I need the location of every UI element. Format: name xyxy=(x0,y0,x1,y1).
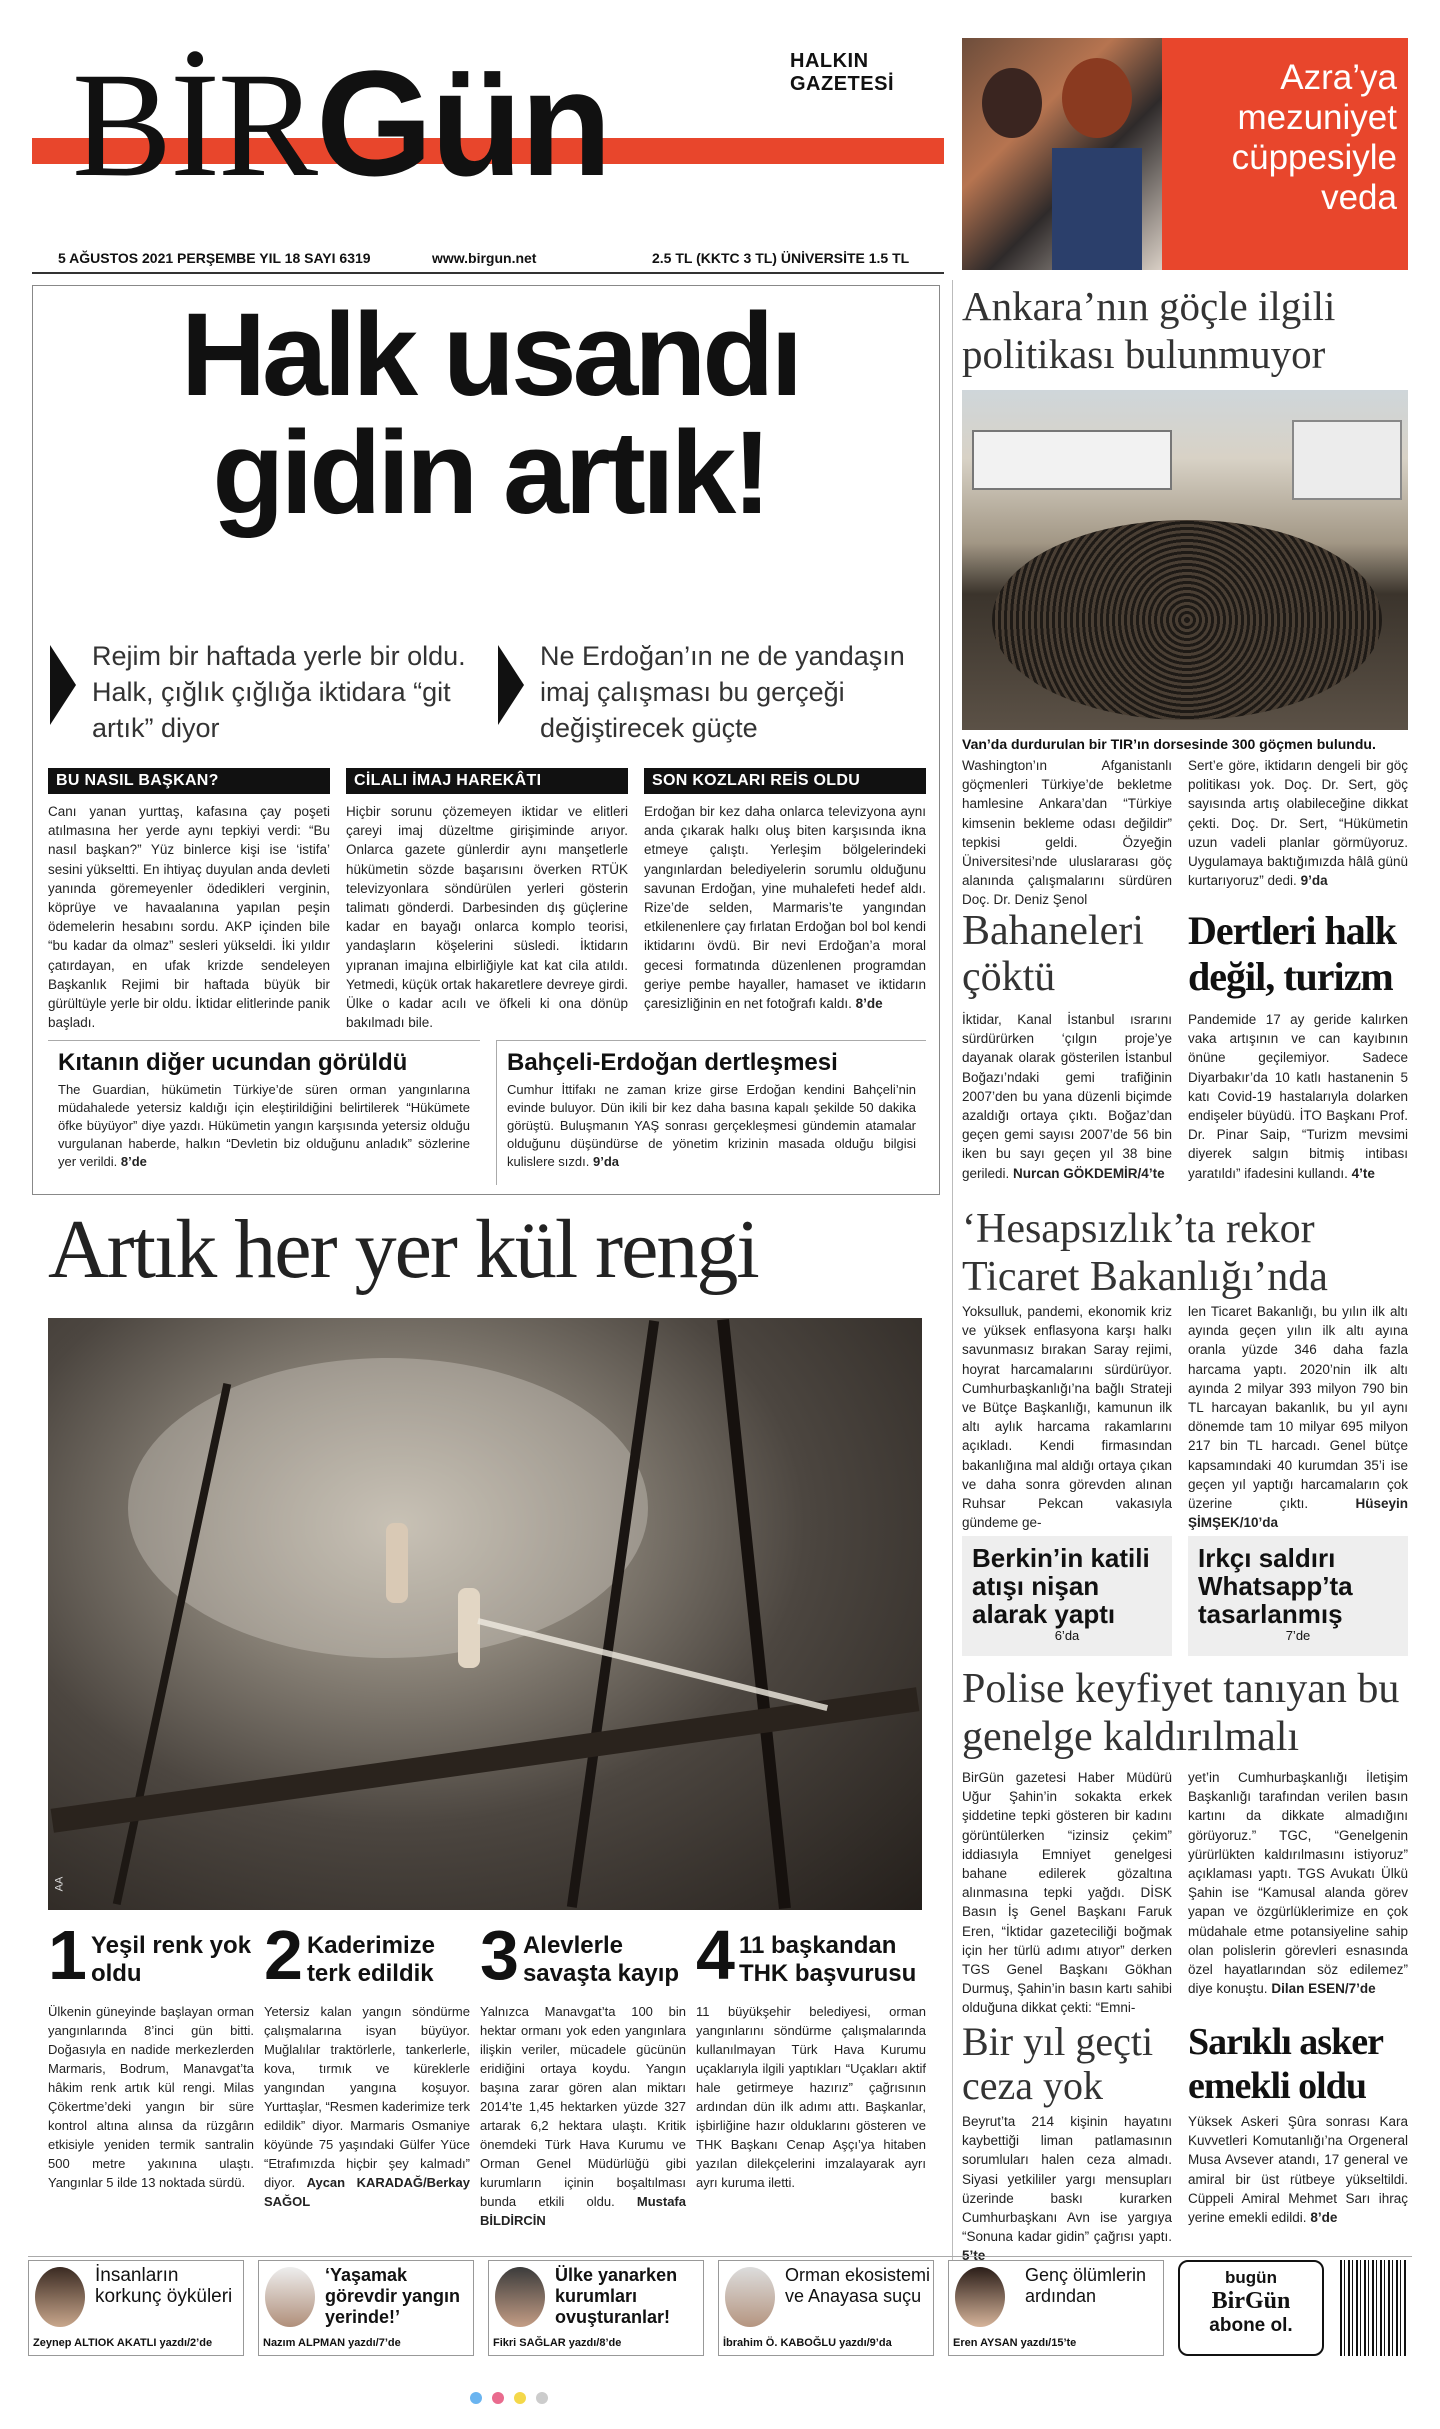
small-story-2[interactable] xyxy=(1188,1536,1408,1656)
biryil-ref: 5’te xyxy=(962,2248,986,2264)
deck-right: Ne Erdoğan’ın ne de yandaşın imaj çalışması bu gerçeği değiştirecek güçte xyxy=(540,641,905,743)
numbered-story-3-author: Mustafa BİLDİRCİN xyxy=(480,2194,686,2228)
masthead-rule xyxy=(32,272,944,274)
dert-ref: 4’te xyxy=(1351,1165,1375,1181)
subscribe-line-3: abone ol. xyxy=(1209,2315,1293,2336)
small-story-1[interactable] xyxy=(962,1536,1172,1656)
box-right-title: Bahçeli-Erdoğan dertleşmesi xyxy=(507,1049,838,1076)
column-3-body xyxy=(644,802,926,1013)
box-left[interactable] xyxy=(48,1040,480,1185)
police-col-1: BirGün gazetesi Haber Müdürü Uğur Şahin’in sokakta erkek şiddetine tepki gösteren bir kadını görüntülerken “izinsiz çekim” iddiasıyla Emniyet genelgesi bahane edilerek gözaltına alınmasına tepki yağdı. DİSK Basın İş Genel Başkanı Faruk Eren, “İktidar gazeteciliği boğmak için her türlü adımı atıyor” derken TGS Genel Başkanı Gökhan Durmuş, Şahin’in basın kartı sahibi olduğuna dikkat çekti: “Emni- xyxy=(962,1770,1172,2016)
numbered-story-3-text: Yalnızca Manavgat’ta 100 bin hektar ormanı yok eden yangınlara ilişkin veriler, mücadele gücünün eridiğini ortaya koydu. Yangın başına zarar gören alan miktarı 2014’te 1,45 hektarken yüzde 327 artarak 6,2 hektara ulaştı. Kritik önemdeki Türk Hava Kurumu ve Orman Genel Müdürlüğü gibi kurumların içinin boşaltılması bunda etkili oldu. xyxy=(480,2004,686,2209)
bahane-body xyxy=(962,1010,1172,1183)
date-line: 5 AĞUSTOS 2021 PERŞEMBE YIL 18 SAYI 6319 xyxy=(58,250,371,266)
numbered-story-1[interactable] xyxy=(48,1916,254,2192)
numbered-story-2-text: Yetersiz kalan yangın söndürme çalışmalarına isyan büyüyor. Muğlalılar traktörlerle, tankerlerle, kova, tırmık ve küreklerle yangından yangına koşuyor. Yurttaşlar, “Resmen kaderimize terk edildik” diyor. Marmaris Osmaniye köyünde 75 yaşındaki Gülfer Yüce “Etrafımızda hiçbir şey kalmadı” diyor. xyxy=(264,2004,470,2190)
fire-photo xyxy=(48,1318,922,1910)
deck-arrow-right xyxy=(498,645,524,725)
numbered-story-4-number: 4 xyxy=(696,1916,735,1994)
numbered-story-2-number: 2 xyxy=(264,1916,303,1994)
teaser-5-avatar xyxy=(955,2267,1005,2327)
promo-photo-gown xyxy=(1052,148,1142,270)
migration-title[interactable]: Ankara’nın göçle ilgili politikası bulunmuyor xyxy=(962,283,1336,377)
logo-gun: Gün xyxy=(316,39,610,207)
teaser-1-author: Zeynep ALTIOK AKATLI yazdı/2’de xyxy=(33,2337,213,2349)
box-right[interactable] xyxy=(496,1040,926,1185)
price-line: 2.5 TL (KKTC 3 TL) ÜNİVERSİTE 1.5 TL xyxy=(652,250,910,266)
numbered-story-3-body xyxy=(480,2002,686,2230)
subscribe-line-1: bugün xyxy=(1225,2268,1277,2287)
hesap-col-2 xyxy=(1188,1302,1408,1532)
fire-photo-trunk xyxy=(51,1687,920,1832)
website-link[interactable]: www.birgun.net xyxy=(432,250,537,266)
fire-photo-firefighter-2 xyxy=(458,1588,480,1668)
registration-dot-black xyxy=(536,2392,548,2404)
teaser-4[interactable] xyxy=(718,2260,934,2356)
fire-photo-tree-2 xyxy=(717,1319,791,1909)
teaser-1[interactable] xyxy=(28,2260,244,2356)
column-3-ref[interactable]: 8’de xyxy=(855,996,883,1012)
teaser-1-avatar xyxy=(35,2267,85,2327)
teaser-2-avatar xyxy=(265,2267,315,2327)
fire-photo-firefighter-1 xyxy=(386,1523,408,1603)
masthead-logo xyxy=(72,39,610,208)
registration-dot-yellow xyxy=(514,2392,526,2404)
teaser-4-title: Orman ekosistemi ve Anayasa suçu xyxy=(785,2265,931,2306)
promo-photo xyxy=(962,38,1162,270)
fire-photo-water-jet xyxy=(477,1618,828,1711)
teaser-4-author: İbrahim Ö. KABOĞLU yazdı/9’da xyxy=(723,2337,892,2349)
box-left-ref: 8’de xyxy=(120,1154,147,1169)
bahane-title[interactable]: Bahaneleri çöktü xyxy=(962,908,1144,1000)
column-1-body: Canı yanan yurttaş, kafasına çay poşeti atılmasına her yerde aynı tepkiyi verdi: “Bu nasıl başkan?” Yüz binlerce kişi ise ‘istifa’ sesini yükseltti. En ihtiyaç duyulan anda devleti yanında göremeyenler ödedikleri verginin, köprüye ve havaalanına yapılan peşin ödemelerin hesabını sordu. AKP içinden bile “bu kadar da olmaz” sesleri yükseldi. İki yıldır çatırdayan, en ufak krizde sendeleyen Başkanlık Rejimi bir haftada büyük bir gürültüyle yerle bir oldu. İktidar elitlerinde panik başladı. xyxy=(48,804,330,1031)
masthead-tagline: HALKIN GAZETESİ xyxy=(790,50,895,95)
numbered-story-2-author: Aycan KARADAĞ/Berkay SAĞOL xyxy=(264,2175,470,2209)
numbered-story-2[interactable] xyxy=(264,1916,470,2211)
promo-photo-figure-2 xyxy=(1062,58,1132,138)
numbered-story-1-body: Ülkenin güneyinde başlayan orman yangınlarında 8’inci gün bitti. Doğasıyla en nadide merkezlerden Marmaris, Bodrum, Manavgat’ta hâkim renk artık kül rengi. Milas Çökertme’deki yangın bir süre kontrol altına alınsa da rüzgârın etkisiyle yeniden termik santralin 500 metre yakınına ulaştı. Yangınlar 5 ilde 13 noktada sürdü. xyxy=(48,2004,254,2190)
column-2 xyxy=(346,768,628,1032)
box-left-body xyxy=(58,1081,470,1171)
police-col-2 xyxy=(1188,1768,1408,1998)
migration-photo-crowd xyxy=(992,520,1382,720)
numbered-story-3-number: 3 xyxy=(480,1916,519,1994)
photo-credit: AA xyxy=(53,1876,66,1892)
migration-col-2 xyxy=(1188,756,1408,890)
teaser-3-avatar xyxy=(495,2267,545,2327)
teaser-5-author: Eren AYSAN yazdı/15’te xyxy=(953,2337,1077,2349)
dert-title[interactable]: Dertleri halk değil, turizm xyxy=(1188,908,1397,999)
migration-photo-building xyxy=(1292,420,1402,500)
numbered-story-4-title: 11 başkandan THK başvurusu xyxy=(738,1932,917,1987)
sarikli-text: Yüksek Askeri Şûra sonrası Kara Kuvvetleri Komutanlığı’na Orgeneral Musa Avsever atandı, 17 general ve amiral bir üst rütbeye yükseltildi. Cüppeli Amiral Mehmet Sarı ihraç yerine emekli edildi. xyxy=(1188,2114,1408,2226)
numbered-story-3-title: Alevlerle savaşta kayıp xyxy=(522,1932,680,1987)
box-left-title: Kıtanın diğer ucundan görüldü xyxy=(58,1049,408,1076)
column-1-heading: BU NASIL BAŞKAN? xyxy=(48,768,330,794)
teaser-5-title: Genç ölümlerin ardından xyxy=(1025,2265,1147,2306)
barcode xyxy=(1340,2260,1408,2356)
registration-dot-cyan xyxy=(470,2392,482,2404)
main-headline: Halk usandı gidin artık! xyxy=(180,289,800,539)
teaser-2-title: ‘Yaşamak görevdir yangın yerinde!’ xyxy=(325,2265,461,2327)
police-author: Dilan ESEN/7’de xyxy=(1271,1981,1376,1997)
migration-caption: Van’da durdurulan bir TIR’ın dorsesinde 300 göçmen bulundu. xyxy=(962,736,1376,752)
logo-bir: BİR xyxy=(72,42,317,208)
biryil-title[interactable]: Bir yıl geçti ceza yok xyxy=(962,2019,1154,2108)
sarikli-body xyxy=(1188,2112,1408,2227)
migration-photo-truck xyxy=(972,430,1172,490)
column-1 xyxy=(48,768,330,1032)
teaser-4-avatar xyxy=(725,2267,775,2327)
dert-body xyxy=(1188,1010,1408,1183)
biryil-body xyxy=(962,2112,1172,2266)
fire-photo-smoke xyxy=(128,1358,648,1658)
column-3-text: Erdoğan bir kez daha onlarca televizyona aynı anda çıkarak halkı oluş biten karşısında ikna etmeye çalıştı. Yerleşim bölgelerindeki yangınlardan belediyelerin sorumlu olduğunu savunan Erdoğan, yine muhalefeti hedef aldı. Rize’de selden, Marmaris’te yangından etkilenenlere çay fırlatan Erdoğan bol bol kendi iktidarını övdü. Bir nevi Erdoğan’a moral gecesi formatında düzenlenen programdan geriye pembe hayaller, hamaset ve iktidarın çaresizliğinin en net fotoğrafı kaldı. xyxy=(644,804,926,1012)
numbered-story-4[interactable] xyxy=(696,1916,926,2192)
migration-col-1: Washington’ın Afganistanlı göçmenleri Türkiye’de bekletme hamlesine Ankara’dan “Türkiye kimsenin bekleme odası değildir” tepkisi geldi. Özyeğin Üniversitesi’nde uluslararası göç alanında çalışmalarını sürdüren Doç. Dr. Deniz Şenol xyxy=(962,758,1172,908)
numbered-story-2-body xyxy=(264,2002,470,2211)
sarikli-ref: 8’de xyxy=(1310,2210,1338,2226)
teaser-2-author: Nazım ALPMAN yazdı/7’de xyxy=(263,2337,401,2349)
migration-col-2-text: Sert’e göre, iktidarın dengeli bir göç politikası yok. Doç. Dr. Sert, göç sayısında artış olabileceğine dikkat çekti. Doç. Dr. Sert, “Hükümetin uzun vadeli planlar görmüyoruz. Uygulamaya baktığımızda hâlâ günü kurtarıyoruz” dedi. xyxy=(1188,758,1408,889)
hesap-author: Hüseyin ŞİMŞEK/10’da xyxy=(1188,1496,1408,1531)
numbered-story-4-body: 11 büyükşehir belediyesi, orman yangınlarını söndürme çalışmalarında kullanılmayan Türk Hava Kurumu uçaklarıyla ilgili yaptıkları “Uçakları aktif hale getirmeye hazırız” çağrısının ardından dün ilk adımı attı. Başkanlar, işbirliğine hazır olduklarını gösteren ve THK Başkanı Cenap Aşçı’ya hitaben yazılan dilekçelerini imzalayarak ayrı ayrı kuruma iletti. xyxy=(696,2004,926,2190)
bahane-author: Nurcan GÖKDEMİR/4’te xyxy=(1013,1165,1165,1181)
numbered-story-1-title: Yeşil renk yok oldu xyxy=(90,1932,252,1987)
small-story-2-title: Irkçı saldırı Whatsapp’ta tasarlanmış xyxy=(1198,1543,1353,1629)
box-right-ref: 9’da xyxy=(593,1154,620,1169)
teaser-5[interactable] xyxy=(948,2260,1164,2356)
hesap-title[interactable]: ‘Hesapsızlık’ta rekor Ticaret Bakanlığı’nda xyxy=(962,1206,1328,1300)
teaser-3[interactable] xyxy=(488,2260,704,2356)
subscribe-logo: BirGün xyxy=(1211,2288,1291,2314)
masthead xyxy=(32,28,946,278)
box-left-text: The Guardian, hükümetin Türkiye’de süren orman yangınlarına müdahalede yetersiz kaldığı için eleştirildiğini belirtilerek “Hükümete öfke büyüyor” diye yazdı. Hükümetin yangın karşısında yetersiz olduğu vurgulanan haberde, halkın “Devletin biz olduğunu anladık” sözlerine yer verildi. xyxy=(58,1082,470,1169)
migration-photo xyxy=(962,390,1408,730)
teaser-1-title: İnsanların korkunç öyküleri xyxy=(95,2265,233,2307)
deck-arrow-left xyxy=(50,645,76,725)
teaser-3-author: Fikri SAĞLAR yazdı/8’de xyxy=(493,2337,622,2349)
numbered-story-3[interactable] xyxy=(480,1916,686,2230)
small-story-1-ref: 6’da xyxy=(1054,1628,1080,1643)
police-title[interactable]: Polise keyfiyet tanıyan bu genelge kaldırılmalı xyxy=(962,1666,1400,1760)
promo-photo-figure-1 xyxy=(982,68,1042,138)
top-promo[interactable] xyxy=(962,38,1408,270)
box-right-text: Cumhur İttifakı ne zaman krize girse Erdoğan kendini Bahçeli’nin evinde buluyor. Dün ikili bir kez daha basına kapalı şekilde 50 dakika görüştü. Buluşmanın YAŞ sonrası gerçekleşmesi gündemin atamalar olduğunu düşündürse de yönetim krizinin masada olduğu bilgisi kulislere sızdı. xyxy=(507,1082,916,1169)
migration-ref: 9’da xyxy=(1300,873,1328,889)
biryil-text: Beyrut’ta 214 kişinin hayatını kaybettiği liman patlamasının sorumluları halen ceza almadı. Siyasi yetkililer yargı mensupları üzerinde baskı kurarken Cumhurbaşkanı Avn ise yargıya “Sonuna kadar gidin” çağrısı yaptı. xyxy=(962,2114,1172,2245)
small-story-1-title: Berkin’in katili atışı nişan alarak yaptı xyxy=(972,1543,1150,1629)
teaser-3-title: Ülke yanarken kurumları ovuşturanlar! xyxy=(555,2265,678,2327)
column-3-heading: SON KOZLARI REİS OLDU xyxy=(644,768,926,794)
sarikli-title[interactable]: Sarıklı asker emekli oldu xyxy=(1188,2021,1383,2107)
hesap-col-1: Yoksulluk, pandemi, ekonomik kriz ve yüksek enflasyona karşı halkı savunmasız bırakan Saray rejimi, hoyrat harcamalarını sürdürüyor. Cumhurbaşkanlığı’na bağlı Strateji ve Bütçe Başkanlığı, kamunun ilk altı aylık harcama rakamlarını açıkladı. Kendi firmasından bakanlığına mal aldığı ortaya çıkan ve daha sonra görevden alınan Ruhsar Pekcan vakasıyla gündeme ge- xyxy=(962,1304,1172,1531)
deck-left: Rejim bir haftada yerle bir oldu. Halk, çığlık çığlığa iktidara “git artık” diyor xyxy=(92,641,466,743)
box-right-body xyxy=(507,1081,916,1171)
dert-text: Pandemide 17 ay geride kalırken vaka artışının ve can kayıbının önüne geçilemiyor. Sadece Diyarbakır’da 10 katlı hastanenin 5 katı Covid-19 hastalarıyla dolarken endişeler büyüdü. İTO Başkanı Prof. Dr. Pinar Saip, “Turizm mevsimi diyerek salgın bitmiş intibası yaratıldı” ifadesini kullandı. xyxy=(1188,1012,1408,1181)
hesap-col-2-text: len Ticaret Bakanlığı, bu yılın ilk altı ayında geçen yılın ilk altı ayına oranla yüzde 346 daha fazla harcama yaptı. 2020’nin ilk altı ayında 2 milyar 393 milyon 790 bin TL harcayan bakanlık, bu yıl aynı dönemde tam 10 milyar 695 milyon 217 bin TL harcadı. Genel bütçe kapsamındaki 40 kurumdan 35’i ise geçen yıl yaptığı harcamaların çok üzerine çıktı. xyxy=(1188,1304,1408,1512)
bahane-text: İktidar, Kanal İstanbul ısrarını sürdürürken ‘çılgın proje’ye dayanak olarak gösterilen İstanbul Boğazı’ndaki gemi trafiğinin 2007’den bu yana düzenli biçimde azaldığı ortaya çıktı. Boğaz’dan geçen gemi sayısı 2007’de 56 bin iken bu sayı geçen yıl 38 bine geriledi. xyxy=(962,1012,1172,1181)
registration-dot-magenta xyxy=(492,2392,504,2404)
numbered-story-1-number: 1 xyxy=(48,1916,87,1994)
promo-text: Azra’ya mezuniyet cüppesiyle veda xyxy=(1231,58,1397,217)
subscribe-box[interactable] xyxy=(1178,2260,1324,2356)
numbered-story-2-title: Kaderimize terk edildik xyxy=(306,1932,435,1987)
small-story-2-ref: 7’de xyxy=(1285,1628,1311,1643)
registration-dots xyxy=(470,2392,580,2404)
teaser-2[interactable] xyxy=(258,2260,474,2356)
column-2-heading: CİLALI İMAJ HAREKÂTI xyxy=(346,768,628,794)
column-2-body: Hiçbir sorunu çözemeyen iktidar ve elitleri çareyi imaj düzeltme girişiminde arıyor. Onlarca gazete günlerdir aynı manşetlerle hükümetin sözde başarısını överken RTÜK televizyonlara söndürülen yerleri gösterin talimatı gönderdi. Darbesinden dış güçlerine kadar en bayağı onlarca komplo teorisi, yandaşların köşelerini süsledi. İktidarın yıpranan imajına elbirliğiyle kat kat cila atıldı. Yetmedi, küçük ortak hakaretlere devreye girdi. Ülke o kadar acılı ve öfkeli ki ona dönüp bakılmadı bile. xyxy=(346,804,628,1031)
right-column-frame xyxy=(952,280,953,2260)
police-col-2-text: yet’in Cumhurbaşkanlığı İletişim Başkanlığı tarafından verilen basın kartını da dikkate almadığını görüyoruz.” TGC, “Genelgenin yürürlükten kaldırılmasını istiyoruz” açıklaması yaptı. TGS Avukatı Ülkü Şahin ise “Kamusal alanda görev yapan ve özgürlüklerimize en çok müdahale etme potansiyeline sahip olan polislerin görevleri esnasında özel hayatlarından söz edilemez” diye konuştu. xyxy=(1188,1770,1408,1997)
column-3 xyxy=(644,768,926,1013)
fire-headline: Artık her yer kül rengi xyxy=(48,1203,758,1296)
